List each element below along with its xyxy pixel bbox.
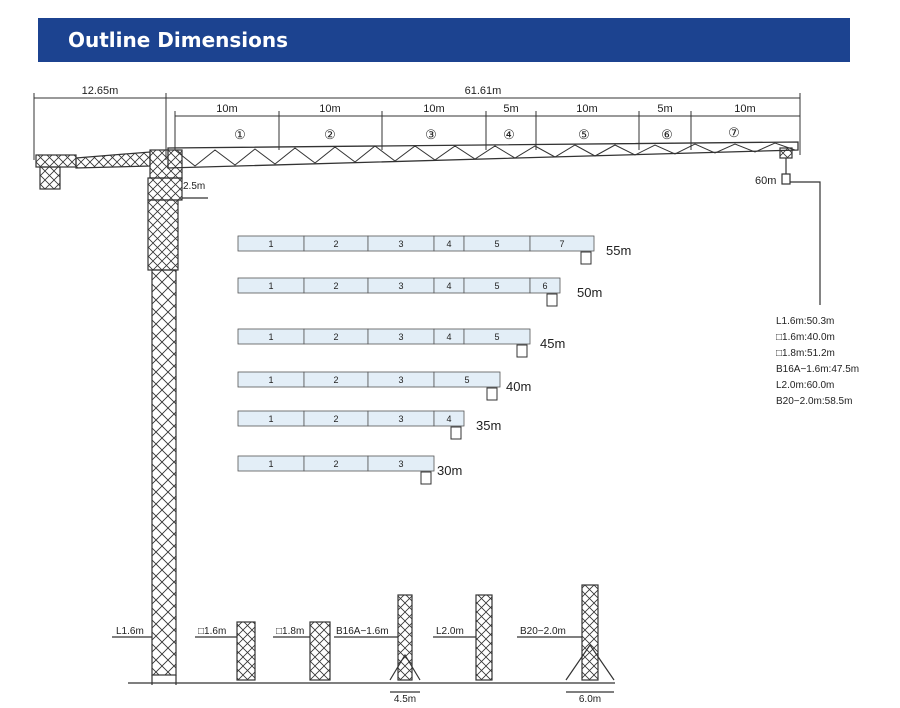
section-2-length: 10m [319, 103, 341, 115]
mast-type-label: L2.0m [436, 626, 464, 637]
jib-tip-hook [780, 148, 820, 305]
jib-config-length: 40m [506, 379, 532, 394]
hook-icon [517, 345, 527, 357]
height-note: B20−2.0m:58.5m [776, 396, 853, 407]
jib-config-section-number: 1 [268, 239, 274, 249]
section-4-length: 5m [503, 103, 519, 115]
jib-config-section-number: 3 [398, 239, 404, 249]
counter-jib-length: 12.65m [81, 85, 119, 97]
jib-config-length: 50m [577, 285, 603, 300]
hook-icon [547, 294, 557, 306]
jib-config-section-number: 5 [494, 281, 500, 291]
height-note: □1.8m:51.2m [776, 348, 835, 359]
section-5-number: ⑤ [578, 127, 590, 142]
height-note: L2.0m:60.0m [776, 380, 835, 391]
mast-type-label: B16A−1.6m [336, 626, 389, 637]
jib-config-length: 30m [437, 463, 463, 478]
section-7-length: 10m [734, 103, 756, 115]
jib-config-section-number: 5 [464, 375, 470, 385]
section-1-number: ① [234, 127, 246, 142]
hook-height-label: 60m [755, 175, 777, 187]
jib-config-section-number: 6 [542, 281, 548, 291]
jib-config-section-number: 2 [333, 332, 339, 342]
jib-truss [168, 142, 798, 168]
jib-config-section-number: 4 [446, 281, 452, 291]
mast-types [112, 585, 614, 692]
mast-type-label: B20−2.0m [520, 626, 566, 637]
jib-config-section-number: 1 [268, 332, 274, 342]
top-dimensions [34, 93, 800, 160]
jib-configurations [238, 236, 631, 484]
tower-head [148, 150, 208, 200]
jib-config-length: 45m [540, 336, 566, 351]
height-note: L1.6m:50.3m [776, 316, 835, 327]
section-4-number: ④ [503, 127, 515, 142]
counter-jib [36, 152, 150, 189]
section-6-length: 5m [657, 103, 673, 115]
jib-config-section-number: 7 [559, 239, 565, 249]
jib-config-section-number: 1 [268, 414, 274, 424]
mast-type-main: L1.6m [116, 626, 144, 637]
hook-icon [487, 388, 497, 400]
height-note: □1.6m:40.0m [776, 332, 835, 343]
height-notes [776, 316, 859, 407]
jib-config-section-number: 2 [333, 281, 339, 291]
section-5-length: 10m [576, 103, 598, 115]
section-2-number: ② [324, 127, 336, 142]
jib-config-section-number: 1 [268, 459, 274, 469]
jib-config-section-number: 3 [398, 414, 404, 424]
hook-icon [451, 427, 461, 439]
jib-config-section-number: 2 [333, 459, 339, 469]
page-title: Outline Dimensions [68, 28, 289, 52]
height-note: B16A−1.6m:47.5m [776, 364, 860, 375]
jib-config-section-number: 3 [398, 281, 404, 291]
main-tower [148, 200, 178, 685]
jib-config-length: 35m [476, 418, 502, 433]
base-width-b16a: 4.5m [393, 694, 417, 705]
jib-config-section-number: 4 [446, 414, 452, 424]
jib-config-section-number: 2 [333, 375, 339, 385]
jib-config-section-number: 1 [268, 281, 274, 291]
jib-config-section-number: 2 [333, 239, 339, 249]
jib-config-section-number: 3 [398, 459, 404, 469]
section-6-number: ⑥ [661, 127, 673, 142]
mast-offset-label: 2.5m [183, 181, 206, 192]
section-3-length: 10m [423, 103, 445, 115]
jib-config-section-number: 4 [446, 239, 452, 249]
jib-config-5 [238, 411, 501, 439]
jib-config-3 [238, 329, 565, 357]
section-1-length: 10m [216, 103, 238, 115]
jib-config-2 [238, 278, 602, 306]
mast-type-label: □1.6m [198, 626, 227, 637]
jib-config-1 [238, 236, 631, 264]
jib-config-4 [238, 372, 531, 400]
hook-icon [421, 472, 431, 484]
section-3-number: ③ [425, 127, 437, 142]
base-width-b20: 6.0m [578, 694, 602, 705]
jib-config-6 [238, 456, 462, 484]
jib-config-section-number: 5 [494, 332, 500, 342]
jib-config-section-number: 2 [333, 414, 339, 424]
jib-config-section-number: 3 [398, 375, 404, 385]
jib-config-section-number: 4 [446, 332, 452, 342]
jib-config-section-number: 5 [494, 239, 500, 249]
jib-config-section-number: 3 [398, 332, 404, 342]
jib-config-section-number: 1 [268, 375, 274, 385]
jib-total-length: 61.61m [464, 85, 502, 97]
section-7-number: ⑦ [728, 125, 740, 140]
hook-icon [581, 252, 591, 264]
jib-config-length: 55m [606, 243, 632, 258]
mast-type-label: □1.8m [276, 626, 305, 637]
